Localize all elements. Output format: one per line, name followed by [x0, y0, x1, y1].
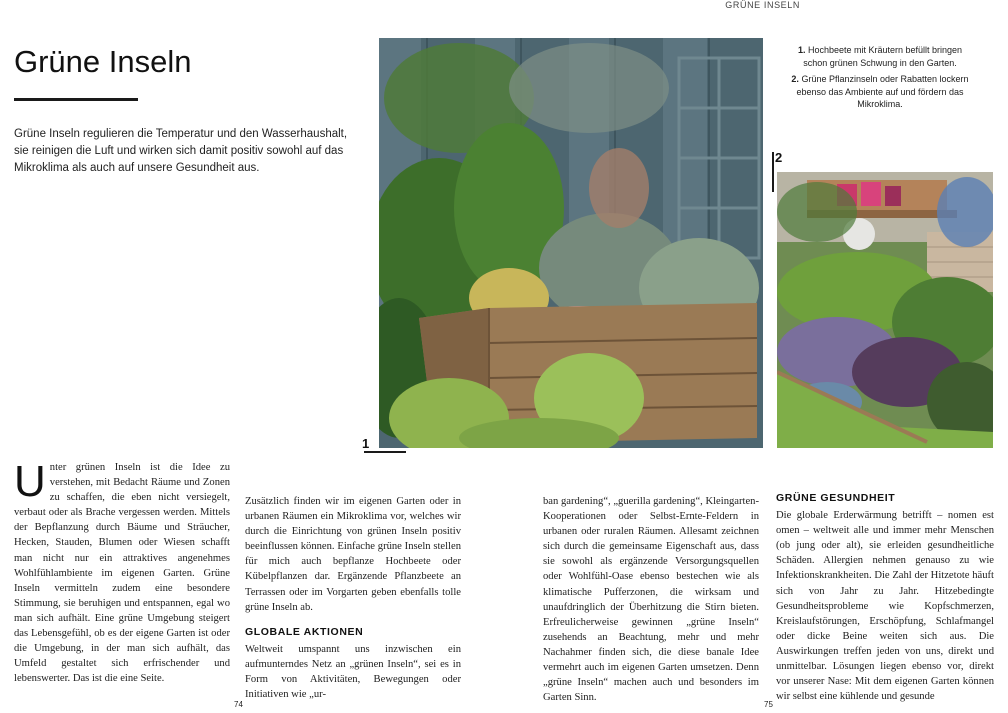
caption-1-text: Hochbeete mit Kräutern befüllt bringen schon grünen Schwung in den Garten. — [803, 45, 963, 68]
heading-globale-aktionen: GLOBALE AKTIONEN — [245, 625, 364, 638]
page-number-right: 75 — [764, 700, 773, 709]
photo-2-number: 2 — [775, 150, 783, 165]
photo-2-rule — [772, 152, 774, 192]
photo-1-rule — [364, 451, 406, 453]
photo-captions — [790, 44, 970, 115]
running-head: GRÜNE INSELN — [725, 0, 800, 10]
caption-2-number: 2. — [791, 74, 799, 84]
heading-gruene-gesundheit: GRÜNE GESUNDHEIT — [776, 492, 896, 504]
photo-garden-bench-illustration — [777, 172, 993, 448]
page-title: Grüne Inseln — [14, 44, 192, 79]
dropcap: U — [14, 457, 46, 506]
body-column-2-intro: Zusätzlich finden wir im eigenen Garten oder in urbanen Räumen ein Mikroklima vor, welches wir durch die Einrichtung von grünen Inseln positiv beeinflussen können. Einfache grüne Inseln stellen für mich auch bepflanze Hochbeete oder Kübelpflanzen dar. Ergänzende Pflanzbeete an Terrassen oder im Vorgarten geben ebenfalls tolle grüne Inseln ab. — [245, 496, 461, 613]
photo-raised-bed — [379, 38, 763, 448]
photo-1-number: 1 — [362, 436, 370, 451]
intro-text: Grüne Inseln regulieren die Temperatur und den Wasserhaushalt, sie reinigen die Luft und wirken sich damit positiv sowohl auf das Mikroklima als auch auf unsere Gesundheit aus. — [14, 128, 348, 174]
body-column-2-text: Weltweit umspannt uns inzwischen ein aufmunterndes Netz an „grünen Inseln“, sei es in Form von Aktivitäten, Bewegungen oder Initiativen wie „ur- — [245, 643, 461, 701]
body-column-4-text: Die globale Erderwärmung betrifft – nomen est omen – weltweit alle und immer mehr Menschen (ob jung oder alt), sie erleiden gesundheitliche Schäden. Allergien nehmen genauso zu wie Infektionskrankheiten. Die Zahl der Hitzetote häuft sich von Jahr zu Jahr. Hitzebedingte Gesundheitsprobleme wie Kopfschmerzen, Kreislaufstörungen, Erschöpfung, Schlafmangel oder dicke Beine weiten sich aus. Die Auswirkungen treffen jeden von uns, direkt und unmittelbar. Lösungen liegen ebenso vor, direkt vor unserer Nase: Mit dem eigenen Garten können wir selbst eine kühlende und gesunde — [776, 510, 994, 703]
body-column-4 — [776, 494, 994, 704]
body-column-2 — [245, 494, 461, 702]
photo-garden-bench — [777, 172, 993, 448]
page-number-left: 74 — [234, 700, 243, 709]
caption-1-number: 1. — [797, 45, 806, 55]
body-column-1 — [14, 457, 230, 686]
title-rule — [14, 98, 138, 101]
caption-2 — [790, 73, 970, 111]
body-column-1-text: nter grünen Inseln ist die Idee zu verstehen, mit Bedacht Räume und Zonen zu schaffen, die eben nicht versiegelt, verbaut oder als Brache vergessen werden. Mittels der Bepflanzung durch Bäume und Sträucher, Hecken, Stauden, Blumen oder Wiesen schafft man nicht nur ein attraktives angenehmes Wohlfühlambiente im eigenen Garten. Grüne Inseln vermitteln zudem eine besondere Stimmung, sie beruhigen und entspannen, egal wo man sich aufhält. Eine grüne Umgebung steigert das Lebensgefühl, ob es der eigene Garten ist oder die Umgebung, in der man sich aufhält, das Umfeld gestaltet sich erfrischender und lebenswerter. Das ist die eine Seite. — [14, 462, 230, 685]
photo-raised-bed-illustration — [379, 38, 763, 448]
body-column-3: ban gardening“, „guerilla gardening“, Kleingarten-Kooperationen oder Selbst-Ernte-Feldern in urbanen oder ruralen Räumen. Allesamt zeichnen sich durch die gemeinsame Eigenschaft aus, dass sie sowohl als ergänzende Versorgungsquellen oder Wohlfühl-Oase ebenso bestechen wie als klimatische Pufferzonen, die wirksam und unaufdringlich der Überhitzung die Stirn bieten. Erfreulicherweise gewinnen „grüne Inseln“ zusehends an Beachtung, mehr und mehr Nachahmer finden sich, die diese banale Idee vermehrt auch im eigenen Garten umsetzen. Denn „grüne Inseln“ machen auch und besonders im Garten Sinn. — [543, 496, 759, 704]
caption-1 — [790, 44, 970, 69]
caption-2-text: Grüne Pflanzinseln oder Rabatten lockern ebenso das Ambiente auf und fördern das Mikroklima. — [796, 74, 969, 109]
